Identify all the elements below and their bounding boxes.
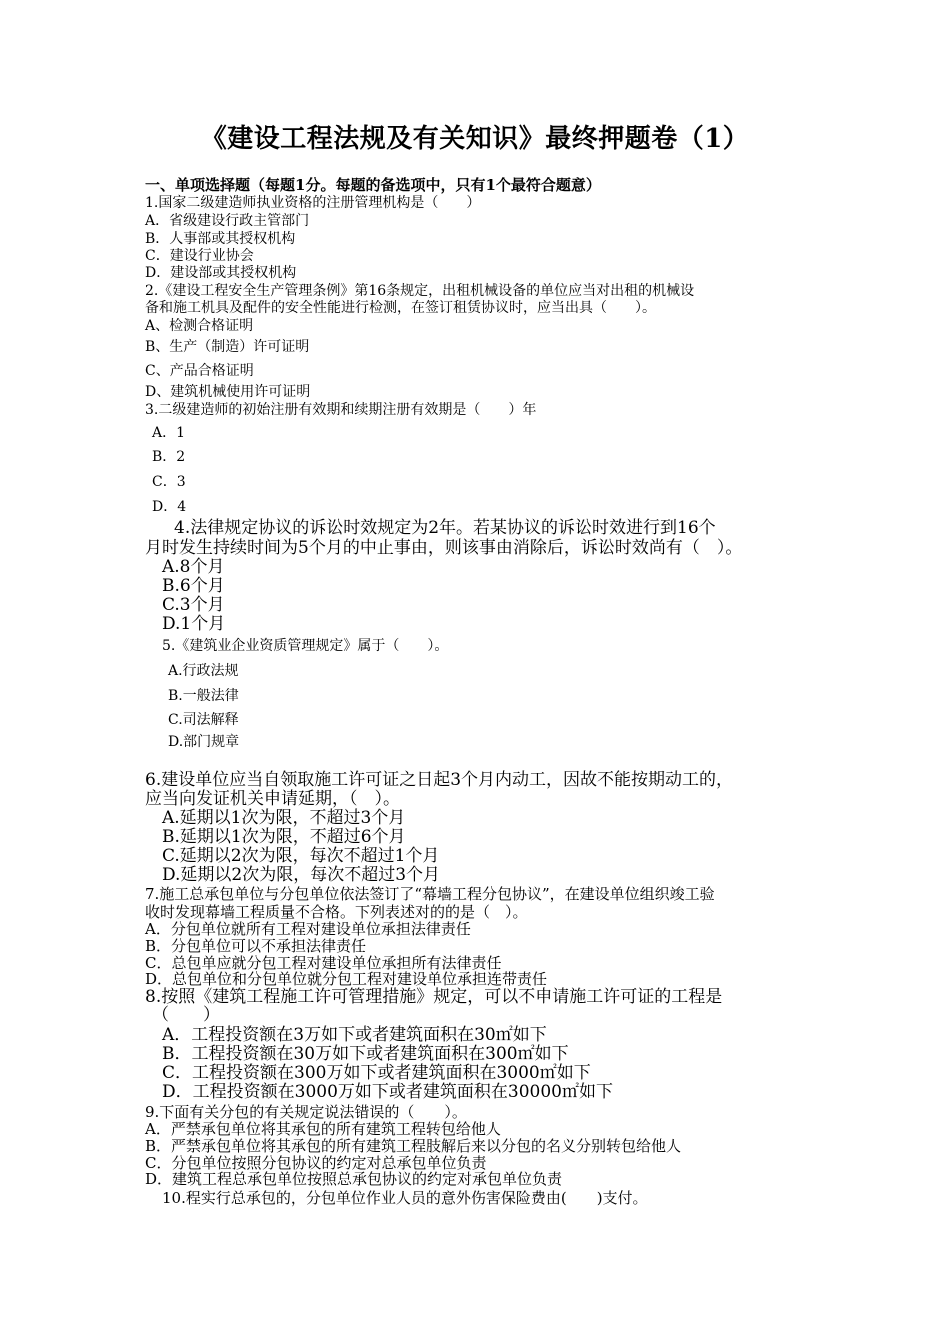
question-1-option-d: D．建设部或其授权机构 <box>145 265 297 281</box>
question-4-option-c: C.3个月 <box>162 595 225 615</box>
question-2-option-b: B、生产（制造）许可证明 <box>145 339 310 355</box>
question-9-option-c: C．分包单位按照分包协议的约定对总承包单位负责 <box>145 1154 487 1172</box>
question-7-option-a: A．分包单位就所有工程对建设单位承担法律责任 <box>145 920 471 938</box>
question-1-stem: 1.国家二级建造师执业资格的注册管理机构是（ ） <box>145 195 481 211</box>
question-7-option-d: D．总包单位和分包单位就分包工程对建设单位承担连带责任 <box>145 970 548 988</box>
question-6-option-b: B.延期以1次为限，不超过6个月 <box>162 827 406 847</box>
question-2-stem-line-1: 2.《建设工程安全生产管理条例》第16条规定，出租机械设备的单位应当对出租的机械设 <box>145 283 695 299</box>
question-4-stem-line-2: 月时发生持续时间为5个月的中止事由，则该事由消除后，诉讼时效尚有（ ）。 <box>145 538 743 558</box>
question-4-option-a: A.8个月 <box>162 557 225 577</box>
question-1-option-c: C．建设行业协会 <box>145 248 254 264</box>
question-8-option-b: B．工程投资额在30万如下或者建筑面积在300㎡如下 <box>162 1044 569 1064</box>
question-6-option-d: D.延期以2次为限，每次不超过3个月 <box>162 865 441 885</box>
question-5-option-d: D.部门规章 <box>168 734 240 750</box>
section-heading: 一、单项选择题（每题1分。每题的备选项中，只有1个最符合题意） <box>145 176 601 194</box>
question-6-option-c: C.延期以2次为限，每次不超过1个月 <box>162 846 440 866</box>
question-4-option-b: B.6个月 <box>162 576 225 596</box>
question-7-stem-line-2: 收时发现幕墙工程质量不合格。下列表述对的的是（ ）。 <box>145 903 528 921</box>
question-8-option-c: C．工程投资额在300万如下或者建筑面积在3000㎡如下 <box>162 1063 591 1083</box>
question-9-option-d: D．建筑工程总承包单位按照总承包协议的约定对承包单位负责 <box>145 1170 563 1188</box>
question-6-stem-line-1: 6.建设单位应当自领取施工许可证之日起3个月内动工，因故不能按期动工的， <box>145 770 734 790</box>
question-3-option-d: D．4 <box>152 499 187 515</box>
question-3-option-a: A．1 <box>152 425 186 441</box>
question-2-option-d: D、建筑机械使用许可证明 <box>145 384 311 400</box>
question-1-option-b: B．人事部或其授权机构 <box>145 231 296 247</box>
question-8-stem-line-2: （ ） <box>152 1005 220 1025</box>
question-6-stem-line-2: 应当向发证机关申请延期，（ ）。 <box>145 789 400 809</box>
question-3-option-c: C．3 <box>152 474 186 490</box>
question-7-option-b: B．分包单位可以不承担法律责任 <box>145 937 367 955</box>
question-5-stem: 5.《建筑业企业资质管理规定》属于（ ）。 <box>162 638 449 654</box>
question-2-option-c: C、产品合格证明 <box>145 363 254 379</box>
question-9-stem: 9.下面有关分包的有关规定说法错误的（ ）。 <box>145 1103 467 1121</box>
question-5-option-a: A.行政法规 <box>168 663 239 679</box>
question-5-option-c: C.司法解释 <box>168 712 239 728</box>
question-8-option-a: A．工程投资额在3万如下或者建筑面积在30㎡如下 <box>162 1025 547 1045</box>
question-8-stem-line-1: 8.按照《建筑工程施工许可管理措施》规定，可以不申请施工许可证的工程是 <box>145 987 723 1007</box>
question-4-option-d: D.1个月 <box>162 614 226 634</box>
question-1-option-a: A．省级建设行政主管部门 <box>145 213 310 229</box>
question-9-option-b: B．严禁承包单位将其承包的所有建筑工程肢解后来以分包的名义分别转包给他人 <box>145 1137 682 1155</box>
question-4-stem-line-1: 4.法律规定协议的诉讼时效规定为2年。若某协议的诉讼时效进行到16个 <box>174 518 716 538</box>
question-9-option-a: A．严禁承包单位将其承包的所有建筑工程转包给他人 <box>145 1120 501 1138</box>
question-6-option-a: A.延期以1次为限，不超过3个月 <box>162 808 406 828</box>
question-5-option-b: B.一般法律 <box>168 688 239 704</box>
question-8-option-d: D．工程投资额在3000万如下或者建筑面积在30000㎡如下 <box>162 1082 613 1102</box>
exam-title: 《建设工程法规及有关知识》最终押题卷（1） <box>200 124 750 154</box>
question-3-option-b: B．2 <box>152 449 186 465</box>
question-2-stem-line-2: 备和施工机具及配件的安全性能进行检测，在签订租赁协议时，应当出具（ ）。 <box>145 300 656 316</box>
question-2-option-a: A、检测合格证明 <box>145 318 254 334</box>
question-10-stem: 10.程实行总承包的，分包单位作业人员的意外伤害保险费由( )支付。 <box>162 1189 648 1207</box>
question-7-option-c: C．总包单应就分包工程对建设单位承担所有法律责任 <box>145 954 502 972</box>
question-7-stem-line-1: 7.施工总承包单位与分包单位依法签订了“幕墙工程分包协议”，在建设单位组织竣工验 <box>145 885 715 903</box>
question-3-stem: 3.二级建造师的初始注册有效期和续期注册有效期是（ ）年 <box>145 402 537 418</box>
